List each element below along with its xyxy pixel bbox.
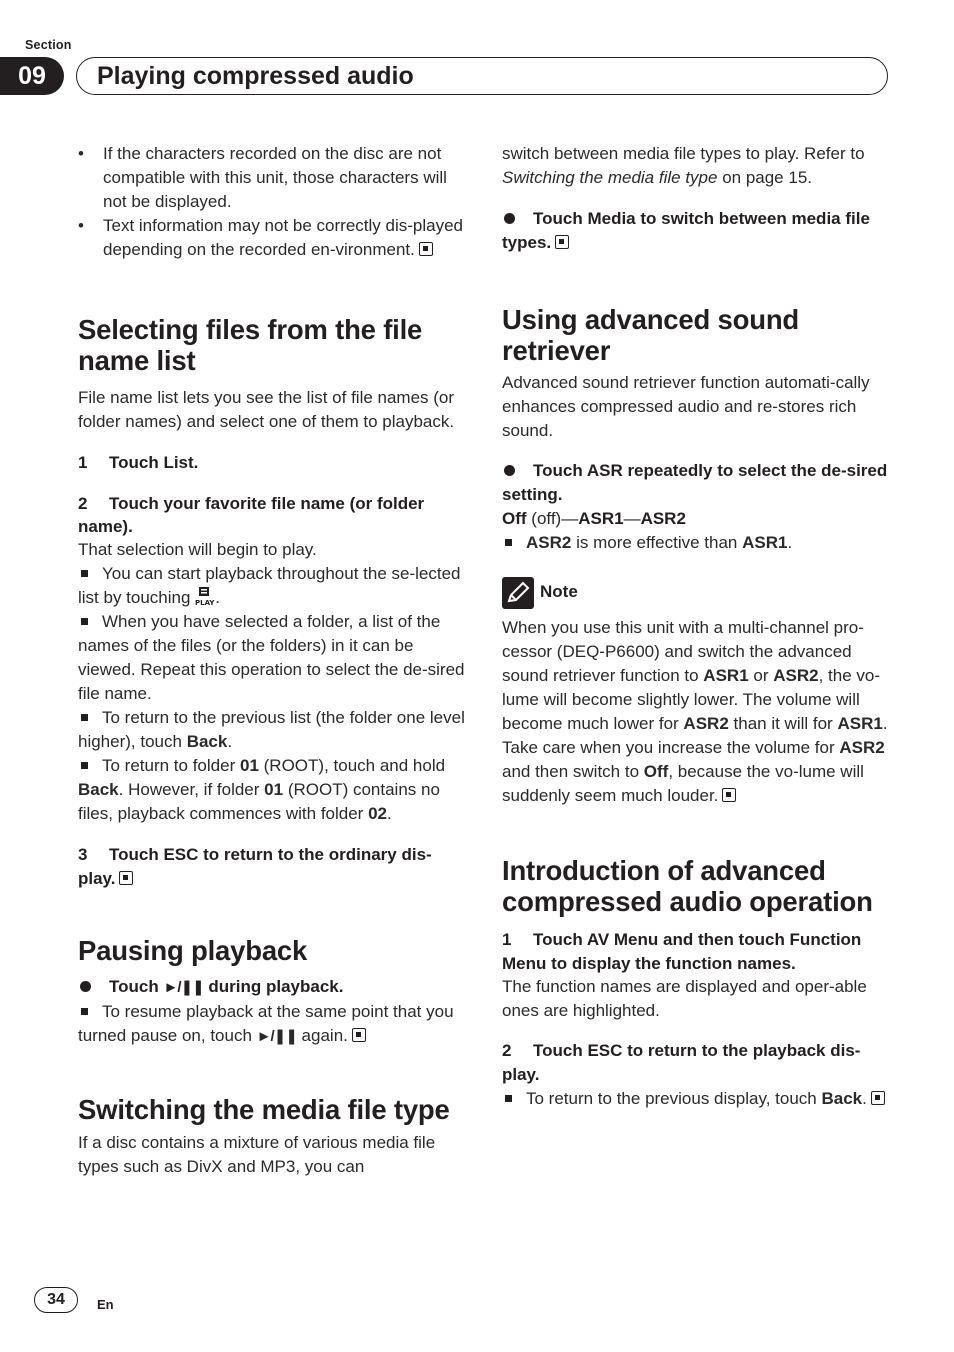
end-mark-icon xyxy=(555,235,569,249)
heading-pausing-playback: Pausing playback xyxy=(78,935,308,966)
end-mark-icon xyxy=(871,1091,885,1105)
note-item: ASR2 is more effective than ASR1. xyxy=(502,531,890,555)
note-item: You can start playback throughout the se-lected list by touching PLAY . xyxy=(78,564,461,607)
paragraph: File name list lets you see the list of file names (or folder names) and select one of them to playback. xyxy=(78,388,455,431)
asr-options: Off (off)—ASR1—ASR2 xyxy=(502,509,686,528)
play-pause-icon: ►/❚❚ xyxy=(163,979,204,996)
pause-step: Touch ►/❚❚ during playback. xyxy=(78,975,466,1000)
heading-switching-media: Switching the media file type xyxy=(78,1094,450,1125)
play-pause-icon: ►/❚❚ xyxy=(256,1028,297,1045)
right-column xyxy=(502,142,890,1111)
bullet-item: • Text information may not be correctly dis-played depending on the recorded en-vironment. xyxy=(78,214,466,262)
note-item: To resume playback at the same point that you turned pause on, touch ►/❚❚ again. xyxy=(78,1000,466,1049)
note-pencil-icon xyxy=(502,577,534,609)
heading-selecting-files: Selecting files from the file name list xyxy=(78,314,423,376)
section-number-badge: 09 xyxy=(0,57,64,95)
bullet-item: • If the characters recorded on the disc are not compatible with this unit, those characters will not be displayed. xyxy=(78,142,466,214)
end-mark-icon xyxy=(119,871,133,885)
end-mark-icon xyxy=(722,788,736,802)
end-mark-icon xyxy=(419,242,433,256)
media-step: Touch Media to switch between media file types. xyxy=(502,209,870,252)
note-item: To return to the previous list (the folder one level higher), touch Back. xyxy=(78,708,465,751)
note-item: To return to the previous display, touch Back. xyxy=(502,1087,890,1111)
intro-step-2: 2 Touch ESC to return to the playback dis-play. xyxy=(502,1041,861,1084)
section-label: Section xyxy=(25,38,72,52)
asr-step: Touch ASR repeatedly to select the de-sired setting. xyxy=(502,461,888,504)
step-2: 2 Touch your favorite file name (or folder name). xyxy=(78,494,425,536)
note-body: When you use this unit with a multi-channel pro-cessor (DEQ-P6600) and switch the advanced sound retriever function to ASR1 or ASR2, the vo-lume will become slightly lower. The volume will become much lower for ASR2 than it will for ASR1. Take care when you increase the volume for ASR2 and then switch to Off, because the vo-lume will suddenly seem much louder. xyxy=(502,618,888,805)
intro-step-1-result: The function names are displayed and oper-able ones are highlighted. xyxy=(502,977,867,1020)
play-list-icon xyxy=(195,586,215,606)
note-item: To return to folder 01 (ROOT), touch and hold Back. However, if folder 01 (ROOT) contains no files, playback commences with folder 02. xyxy=(78,756,446,823)
heading-advanced-sound-retriever: Using advanced sound retriever xyxy=(502,304,800,366)
end-mark-icon xyxy=(352,1028,366,1042)
intro-bullets xyxy=(78,142,466,262)
language-label: En xyxy=(97,1297,114,1312)
paragraph: switch between media file types to play. Refer to Switching the media file type on page 15. xyxy=(502,144,865,187)
section-title: Playing compressed audio xyxy=(97,62,414,90)
heading-introduction-advanced: Introduction of advanced compressed audio operation xyxy=(502,855,873,917)
step-2-result: That selection will begin to play. xyxy=(78,540,317,559)
note-heading: Note xyxy=(502,575,890,609)
page-number: 34 xyxy=(34,1287,78,1313)
left-column xyxy=(78,142,466,1179)
svg-text:PLAY: PLAY xyxy=(195,599,215,606)
paragraph: If a disc contains a mixture of various media file types such as DivX and MP3, you can xyxy=(78,1133,436,1176)
note-item: When you have selected a folder, a list of the names of the files (or the folders) in it can be viewed. Repeat this operation to select the de-sired file name. xyxy=(78,612,465,703)
step-1: 1 Touch List. xyxy=(78,453,199,472)
intro-step-1: 1 Touch AV Menu and then touch Function Menu to display the function names. xyxy=(502,930,862,973)
paragraph: Advanced sound retriever function automati-cally enhances compressed audio and re-stores rich sound. xyxy=(502,373,870,440)
step-3: 3 Touch ESC to return to the ordinary dis-play. xyxy=(78,845,432,888)
